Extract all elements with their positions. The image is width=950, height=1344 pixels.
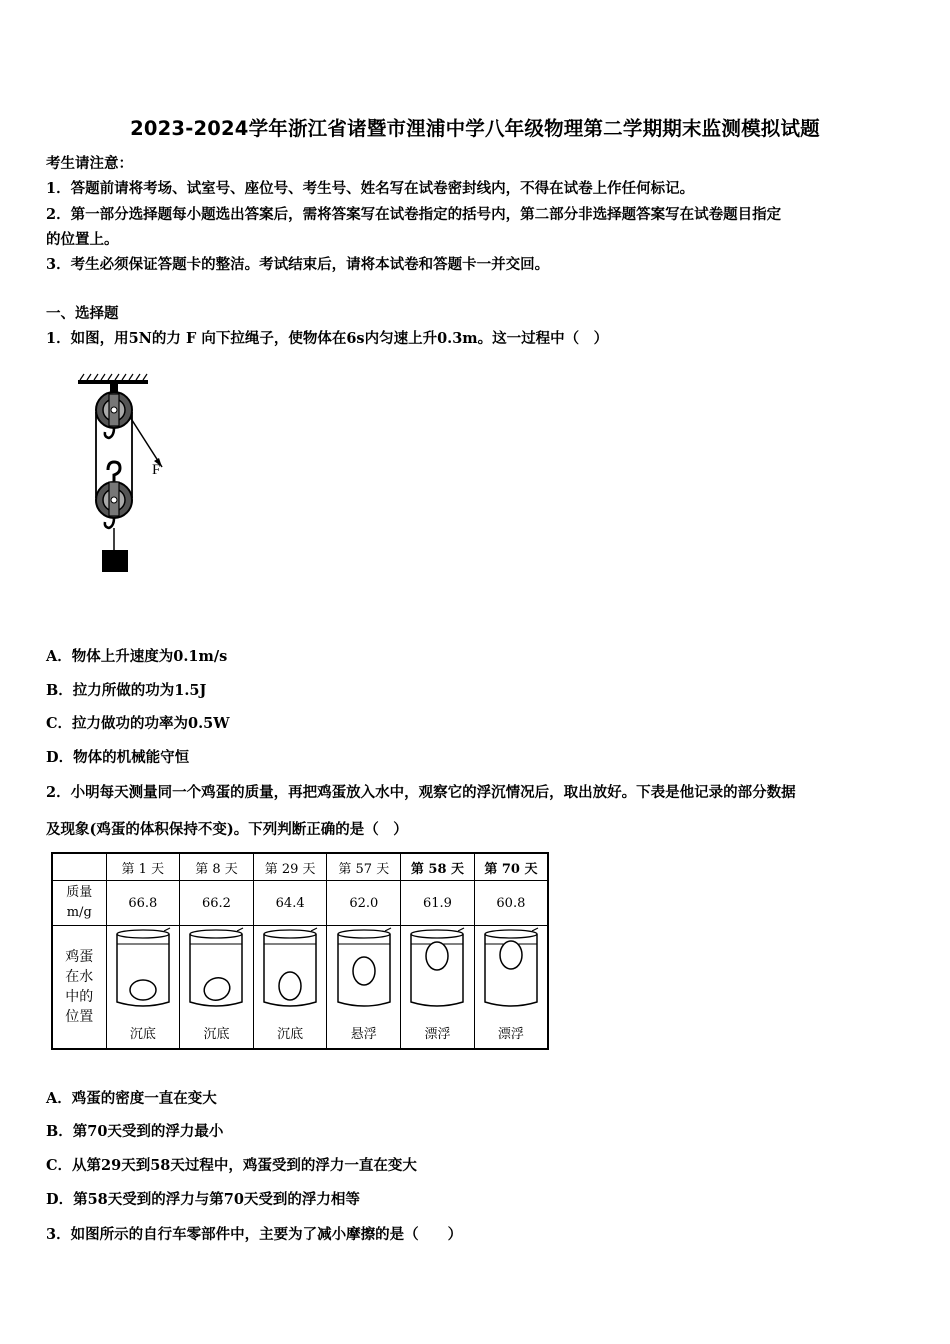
q2-option-c: C．从第29天到58天过程中，鸡蛋受到的浮力一直在变大 bbox=[46, 1157, 417, 1174]
force-arrow bbox=[130, 417, 162, 478]
state-label: 沉底 bbox=[203, 1027, 230, 1042]
notice-item-1: 1．答题前请将考场、试室号、座位号、考生号、姓名写在试卷密封线内，不得在试卷上作任何标记。 bbox=[46, 180, 695, 197]
beaker-float bbox=[406, 926, 468, 1012]
mass-value: 61.9 bbox=[401, 881, 475, 926]
beaker-cell bbox=[327, 926, 400, 1048]
section-heading: 一、选择题 bbox=[46, 305, 119, 322]
beaker-sink bbox=[259, 926, 321, 1012]
state-label: 悬浮 bbox=[350, 1027, 377, 1042]
state-label: 漂浮 bbox=[424, 1027, 451, 1042]
mass-value: 62.0 bbox=[327, 881, 401, 926]
table-corner bbox=[52, 853, 106, 881]
day-header: 第 1 天 bbox=[106, 853, 180, 881]
force-label: F bbox=[152, 462, 161, 478]
beaker-sink bbox=[185, 926, 247, 1012]
day-header: 第 8 天 bbox=[180, 853, 254, 881]
load-block bbox=[102, 550, 128, 572]
mass-value: 64.4 bbox=[253, 881, 327, 926]
pulley-figure bbox=[70, 372, 180, 577]
beaker-cell bbox=[401, 926, 474, 1048]
fixed-pulley bbox=[96, 384, 132, 438]
ceiling bbox=[78, 374, 148, 384]
position-label: 鸡蛋 在水 中的 位置 bbox=[52, 926, 106, 1050]
question-1-stem: 1．如图，用5N的力 F 向下拉绳子，使物体在6s内匀速上升0.3m。这一过程中（ ） bbox=[46, 330, 609, 347]
mass-label: 质量 m/g bbox=[52, 881, 106, 926]
question-2-stem-1: 2．小明每天测量同一个鸡蛋的质量，再把鸡蛋放入水中，观察它的浮沉情况后，取出放好。下表是他记录的部分数据 bbox=[46, 784, 796, 801]
day-header: 第 29 天 bbox=[253, 853, 327, 881]
beaker-cell bbox=[254, 926, 327, 1048]
egg-table bbox=[51, 852, 549, 1048]
q1-option-b: B．拉力所做的功为1.5J bbox=[46, 682, 207, 699]
mass-row bbox=[52, 881, 548, 926]
state-label: 沉底 bbox=[277, 1027, 304, 1042]
notice-heading: 考生请注意： bbox=[46, 155, 133, 172]
notice-item-3: 3．考生必须保证答题卡的整洁。考试结束后，请将本试卷和答题卡一并交回。 bbox=[46, 256, 550, 273]
q2-option-b: B．第70天受到的浮力最小 bbox=[46, 1123, 224, 1140]
beaker-sink bbox=[112, 926, 174, 1012]
day-header: 第 58 天 bbox=[401, 853, 475, 881]
beaker-cell bbox=[475, 926, 547, 1048]
mass-value: 60.8 bbox=[474, 881, 548, 926]
notice-item-2-cont: 的位置上。 bbox=[46, 231, 119, 248]
beaker-suspend bbox=[333, 926, 395, 1012]
q1-option-a: A．物体上升速度为0.1m/s bbox=[46, 648, 228, 665]
table-header-row bbox=[52, 853, 548, 881]
page-title: 2023-2024学年浙江省诸暨市浬浦中学八年级物理第二学期期末监测模拟试题 bbox=[130, 117, 820, 140]
q1-option-c: C．拉力做功的功率为0.5W bbox=[46, 715, 230, 732]
state-label: 沉底 bbox=[129, 1027, 156, 1042]
day-header: 第 70 天 bbox=[474, 853, 548, 881]
beaker-cell bbox=[107, 926, 180, 1048]
q2-option-a: A．鸡蛋的密度一直在变大 bbox=[46, 1090, 217, 1107]
question-3-stem: 3．如图所示的自行车零部件中，主要为了减小摩擦的是（ ） bbox=[46, 1226, 463, 1243]
q2-option-d: D．第58天受到的浮力与第70天受到的浮力相等 bbox=[46, 1191, 360, 1208]
question-2-stem-2: 及现象(鸡蛋的体积保持不变)。下列判断正确的是（ ） bbox=[46, 821, 408, 838]
q1-option-d: D．物体的机械能守恒 bbox=[46, 749, 190, 766]
mass-value: 66.8 bbox=[106, 881, 180, 926]
movable-pulley bbox=[96, 462, 132, 550]
notice-item-2: 2．第一部分选择题每小题选出答案后，需将答案写在试卷指定的括号内，第二部分非选择题答案写在试卷题目指定 bbox=[46, 206, 782, 223]
mass-value: 66.2 bbox=[180, 881, 254, 926]
beaker-cell bbox=[180, 926, 253, 1048]
beaker-float bbox=[480, 926, 542, 1012]
state-label: 漂浮 bbox=[497, 1027, 524, 1042]
position-row bbox=[52, 926, 548, 1050]
day-header: 第 57 天 bbox=[327, 853, 401, 881]
